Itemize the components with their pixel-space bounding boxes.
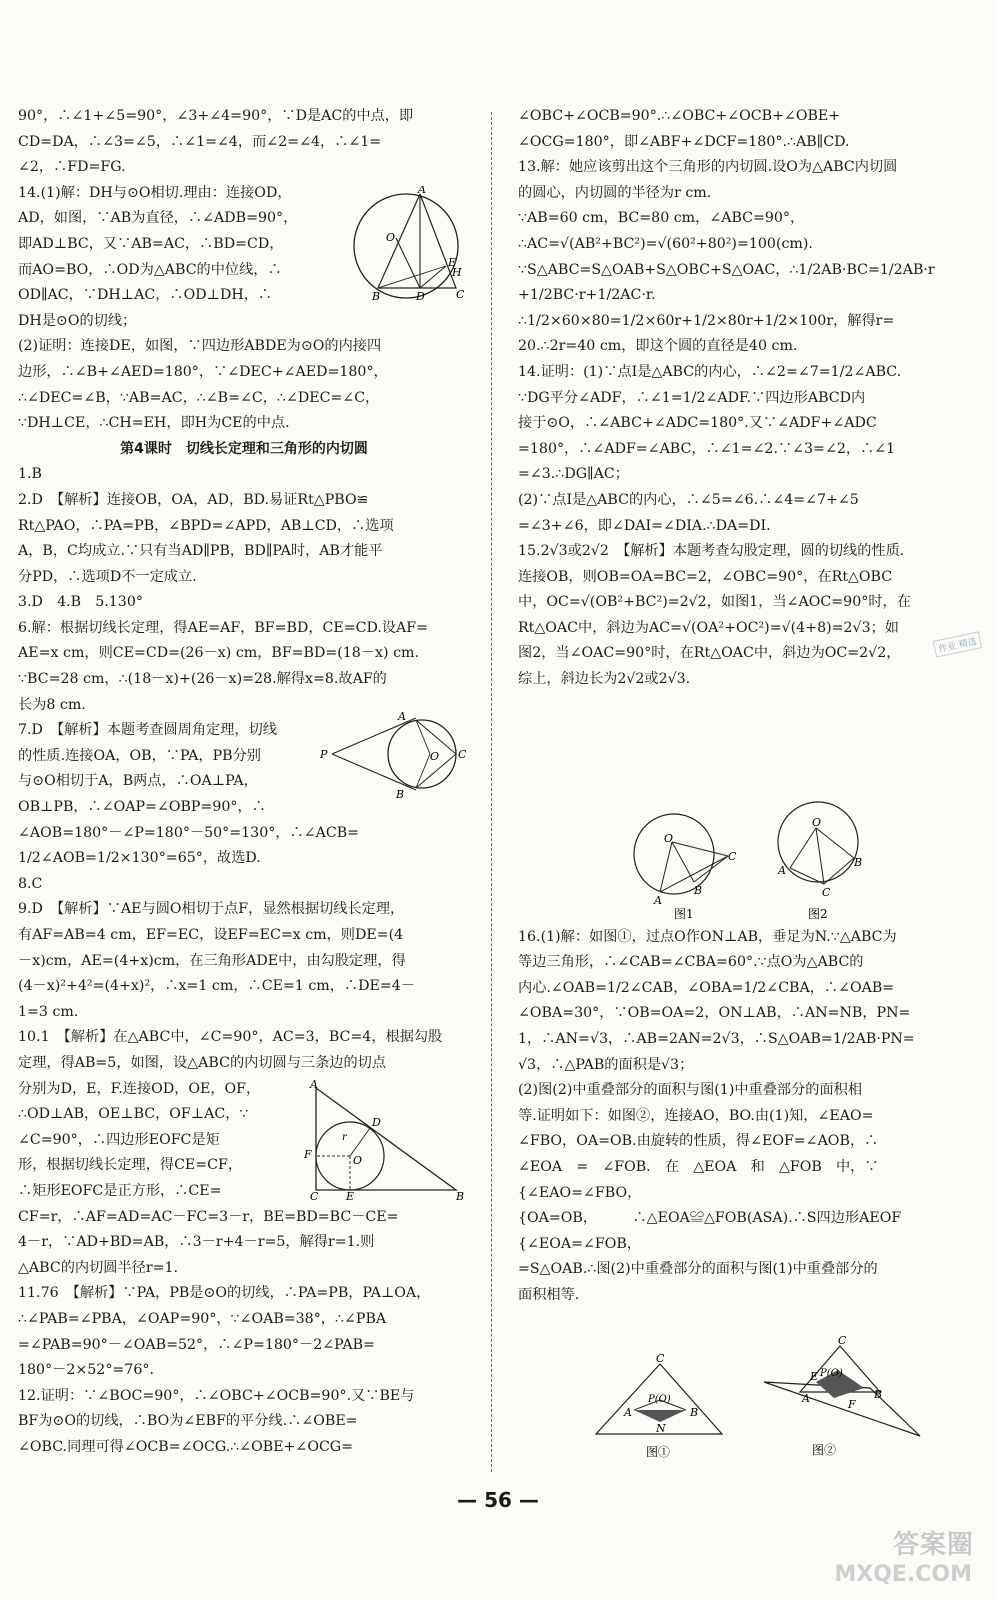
answer-line: ∴∠PAB=∠PBA，∠OAP=90°，∵∠OAB=38°，∴∠PBA [18, 1310, 387, 1327]
answer-line: =∠PAB=90°－∠OAB=52°，∴∠P=180°－2∠PAB= [18, 1336, 375, 1353]
svg-text:C: C [458, 748, 467, 761]
figure-q10 [298, 1078, 468, 1202]
fig14-label: A [418, 186, 426, 196]
answer-line: {OA=OB， ∴△EOA≌△FOB(ASA).∴S四边形AEOF [518, 1210, 902, 1227]
svg-text:E: E [810, 1370, 819, 1383]
answer-line: ∵S△ABC=S△OAB+S△OBC+S△OAC，∴1/2AB·BC=1/2AB·r [518, 261, 935, 278]
answer-line: =∠3.∴DG∥AC； [518, 466, 629, 483]
answer-line: (2)证明：连接DE，如图，∵四边形ABDE为⊙O的内接四 [18, 338, 382, 355]
answer-line: ∴AC=√(AB²+BC²)=√(60²+80²)=100(cm). [518, 235, 813, 252]
svg-text:A: A [802, 1392, 810, 1405]
svg-text:图①: 图① [646, 1445, 671, 1459]
watermark-logo: 答案圈 [892, 1530, 974, 1560]
answer-line: AD，如图，∵AB为直径，∴∠ADB=90°， [18, 210, 298, 227]
svg-text:B: B [854, 856, 863, 869]
svg-text:O: O [664, 832, 674, 845]
answer-line: +1/2BC·r+1/2AC·r. [518, 287, 656, 304]
figure-gap [518, 693, 976, 925]
answer-line: 180°－2×52°=76°. [18, 1362, 154, 1379]
answer-line: {∠EOA=∠FOB， [518, 1235, 642, 1252]
answer-line: ∴OD⊥AB，OE⊥BC，OF⊥AC，∵ [18, 1106, 249, 1123]
column-divider [491, 112, 492, 1472]
answer-line: 3.D 4.B 5.130° [18, 594, 143, 611]
answer-line: ∴∠DEC=∠B，∵AB=AC，∴∠B=∠C，∴∠DEC=∠C， [18, 389, 380, 406]
svg-text:B: B [874, 1388, 883, 1401]
svg-text:F: F [304, 1148, 312, 1161]
svg-text:B: B [372, 290, 381, 303]
answer-line: 中，OC=√(OB²+BC²)=2√2，如图1，当∠AOC=90°时，在 [518, 594, 911, 611]
answer-line: 等.证明如下：如图②，连接AO，BO.由(1)知，∠EAO= [518, 1107, 874, 1124]
svg-text:O: O [353, 1154, 363, 1167]
answer-line: Rt△PAO，∴PA=PB，∠BPD=∠APD，AB⊥CD，∴选项 [18, 517, 394, 534]
answer-line: 14.(1)解：DH与⊙O相切.理由：连接OD， [18, 184, 292, 201]
answer-line: 连接OB，则OB=OA=BC=2，∠OBC=90°，在Rt△OBC [518, 568, 893, 585]
svg-text:O: O [430, 750, 440, 763]
answer-line: {∠EAO=∠FBO， [518, 1184, 642, 1201]
stamp-mark: 作业 精选 [933, 631, 982, 657]
svg-text:E: E [346, 1190, 355, 1202]
answer-line: CF=r，∴AF=AD=AC－FC=3－r，BE=BD=BC－CE= [18, 1208, 399, 1225]
answer-line: 综上，斜边长为2√2或2√3. [518, 671, 691, 688]
answer-line: －x)cm，AE=(4+x)cm，在三角形ADE中，由勾股定理，得 [18, 952, 406, 969]
answer-line: =180°，∴∠ADF=∠ABC，∴∠1=∠2.∵∠3=∠2，∴∠1 [518, 440, 896, 457]
answer-line: 的性质.连接OA，OB，∵PA，PB分别 [18, 747, 261, 764]
page-number: — 56 — [457, 1488, 539, 1512]
answer-line: ∠FBO，OA=OB.由旋转的性质，得∠EOF=∠AOB，∴ [518, 1133, 879, 1150]
svg-text:A: A [310, 1078, 318, 1091]
answer-line: 16.(1)解：如图①，过点O作ON⊥AB，垂足为N.∵△ABC为 [518, 928, 897, 945]
svg-text:C: C [456, 288, 465, 301]
answer-line: ∠OBA=30°，∵OB=OA=2，ON⊥AB，∴AN=NB，PN= [518, 1005, 911, 1022]
answer-line: AE=x cm，则CE=CD=(26－x) cm，BF=BD=(18－x) cm. [18, 645, 419, 662]
answer-line: ∠EOA = ∠FOB. 在 △EOA 和 △FOB 中，∵ [518, 1159, 879, 1175]
answer-line: (2)∵点I是△ABC的内心，∴∠5=∠6.∴∠4=∠7+∠5 [518, 491, 859, 508]
answer-line: ∵DH⊥CE，∴CH=EH，即H为CE的中点. [18, 415, 290, 432]
svg-text:P(O): P(O) [648, 1394, 671, 1405]
answer-line: 6.解：根据切线长定理，得AE=AF，BF=BD，CE=CD.设AF= [18, 619, 429, 636]
answer-line: 13.解：她应该剪出这个三角形的内切圆.设O为△ABC内切圆 [518, 159, 898, 176]
answer-line: ∠2，∴FD=FG. [18, 159, 126, 176]
answer-line: 形，根据切线长定理，得CE=CF， [18, 1157, 243, 1174]
svg-text:D: D [416, 290, 425, 303]
svg-text:C: C [822, 886, 831, 899]
figure-q16-2 [760, 1332, 930, 1462]
answer-line: 面积相等. [518, 1286, 580, 1303]
svg-text:O: O [812, 816, 822, 829]
answer-line: =∠3+∠6，即∠DAI=∠DIA.∴DA=DI. [518, 517, 771, 534]
svg-text:C: C [656, 1352, 665, 1365]
svg-text:A: A [398, 710, 406, 723]
answer-line: ∠C=90°，∴四边形EOFC是矩 [18, 1131, 220, 1148]
svg-text:图1: 图1 [674, 907, 694, 920]
svg-text:P(O): P(O) [820, 1368, 843, 1379]
answer-line: OD∥AC，∵DH⊥AC，∴OD⊥DH，∴ [18, 287, 273, 304]
answer-line: 1/2∠AOB=1/2×130°=65°，故选D. [18, 850, 261, 867]
svg-text:r: r [342, 1132, 347, 1143]
answer-line: 1=3 cm. [18, 1003, 79, 1020]
answer-line: 等边三角形，∴∠CAB=∠CBA=60°.∵点O为△ABC的 [518, 954, 864, 971]
answer-line: 11.76 【解析】∵PA，PB是⊙O的切线，∴PA=PB，PA⊥OA， [18, 1285, 431, 1302]
answer-line: 8.C [18, 875, 43, 892]
svg-text:A: A [654, 894, 662, 907]
svg-text:C: C [838, 1334, 847, 1347]
figure-q14 [348, 186, 478, 306]
answer-line: 图2，当∠OAC=90°时，在Rt△OAC中，斜边为OC=2√2， [518, 645, 901, 662]
right-column [518, 104, 976, 1309]
answer-line: √3，∴△PAB的面积是√3； [518, 1056, 694, 1073]
answer-line: 12.证明：∵∠BOC=90°，∴∠OBC+∠OCB=90°.又∵BE与 [18, 1387, 415, 1404]
answer-line: 定理，得AB=5，如图，设△ABC的内切圆与三条边的切点 [18, 1054, 387, 1071]
answer-line: (4－x)²+4²=(4+x)²，∴x=1 cm，∴CE=1 cm，∴DE=4－ [18, 978, 415, 995]
watermark-url: MXQE.COM [834, 1562, 972, 1587]
svg-text:F: F [848, 1398, 856, 1411]
svg-text:P: P [320, 748, 328, 761]
svg-text:图2: 图2 [808, 907, 828, 920]
answer-line: ∴1/2×60×80=1/2×60r+1/2×80r+1/2×100r，解得r= [518, 312, 895, 329]
answer-line: 9.D 【解析】∵AE与圆O相切于点F，显然根据切线长定理， [18, 901, 405, 918]
answer-line: 1，∴AN=√3，∴AB=2AN=2√3，∴S△OAB=1/2AB·PN= [518, 1031, 915, 1048]
answer-line: 与⊙O相切于A，B两点，∴OA⊥PA， [18, 773, 258, 790]
answer-line: OB⊥PB，∴∠OAP=∠OBP=90°，∴ [18, 799, 266, 816]
svg-text:A: A [624, 1406, 632, 1419]
section-heading: 第4课时 切线长定理和三角形的内切圆 [120, 440, 368, 457]
answer-line: 有AF=AB=4 cm，EF=EC，设EF=EC=x cm，则DE=(4 [18, 927, 404, 943]
answer-line: ∴矩形EOFC是正方形，∴CE= [18, 1182, 222, 1199]
svg-text:C: C [728, 850, 737, 863]
figure-q7 [318, 710, 468, 800]
answer-line: 长为8 cm. [18, 696, 86, 713]
answer-line: 90°，∴∠1+∠5=90°，∠3+∠4=90°，∵D是AC的中点，即 [18, 108, 414, 124]
figure-q15-2 [770, 796, 870, 920]
answer-line: A，B，C均成立.∵只有当AD∥PB，BD∥PA时，AB才能平 [18, 543, 383, 560]
answer-line: 10.1 【解析】在△ABC中，∠C=90°，AC=3，BC=4，根据勾股 [18, 1029, 443, 1046]
answer-line: CD=DA，∴∠3=∠5，∴∠1=∠4，而∠2=∠4，∴∠1= [18, 133, 382, 150]
svg-text:C: C [310, 1190, 319, 1202]
answer-line: 而AO=BO，∴OD为△ABC的中位线，∴ [18, 261, 282, 278]
svg-text:B: B [694, 884, 703, 897]
answer-line: 14.证明：(1)∵点I是△ABC的内心，∴∠2=∠7=1/2∠ABC. [518, 363, 902, 380]
svg-text:B: B [690, 1406, 699, 1419]
answer-line: 接于⊙O，∴∠ABC+∠ADC=180°.又∵∠ADF+∠ADC [518, 415, 877, 432]
figure-q15-1 [628, 808, 738, 920]
answer-line: ∵BC=28 cm，∴(18－x)+(26－x)=28.解得x=8.故AF的 [18, 671, 387, 688]
answer-line: 即AD⊥BC，又∵AB=AC，∴BD=CD， [18, 235, 284, 252]
svg-text:O: O [386, 231, 396, 244]
answer-line: 1.B [18, 466, 42, 483]
answer-line: △ABC的内切圆半径r=1. [18, 1259, 179, 1276]
svg-text:B: B [396, 788, 405, 800]
answer-line: 7.D 【解析】本题考查圆周角定理，切线 [18, 722, 278, 739]
answer-line: 2.D 【解析】连接OB，OA，AD，BD.易证Rt△PBO≌ [18, 491, 369, 508]
answer-line: 4－r，∵AD+BD=AB，∴3－r+4－r=5，解得r=1.则 [18, 1234, 375, 1251]
svg-text:H: H [452, 266, 462, 279]
svg-text:D: D [372, 1116, 381, 1129]
answer-line: 分PD，∴选项D不一定成立. [18, 568, 197, 585]
answer-line: ∠OCG=180°，即∠ABF+∠DCF=180°.∴AB∥CD. [518, 133, 850, 150]
answer-line: ∠OBC.同理可得∠OCB=∠OCG.∴∠OBE+∠OCG= [18, 1438, 354, 1455]
answer-line: ∠AOB=180°－∠P=180°－50°=130°，∴∠ACB= [18, 824, 360, 841]
answer-line: 的圆心，内切圆的半径为r cm. [518, 184, 712, 201]
answer-line: (2)图(2)中重叠部分的面积与图(1)中重叠部分的面积相 [518, 1082, 863, 1099]
answer-line: 15.2√3或2√2 【解析】本题考查勾股定理，圆的切线的性质. [518, 543, 905, 560]
svg-text:图②: 图② [812, 1443, 837, 1457]
svg-text:A: A [778, 864, 786, 877]
answer-line: 边形，∴∠B+∠AED=180°，∵∠DEC+∠AED=180°， [18, 363, 388, 380]
answer-line: DH是⊙O的切线； [18, 312, 137, 329]
answer-line: ∵AB=60 cm，BC=80 cm，∠ABC=90°， [518, 210, 805, 227]
svg-text:E: E [448, 256, 457, 269]
svg-text:N: N [656, 1422, 666, 1435]
svg-text:B: B [456, 1190, 465, 1202]
answer-line: =S△OAB.∴图(2)中重叠部分的面积与图(1)中重叠部分的 [518, 1261, 878, 1278]
answer-line: 内心.∠OAB=1/2∠CAB，∠OBA=1/2∠CBA，∴∠OAB= [518, 979, 895, 996]
figure-q16-1 [590, 1352, 730, 1462]
answer-line: BF为⊙O的切线，∴BO为∠EBF的平分线.∴∠OBE= [18, 1413, 358, 1430]
answer-line: 20.∴2r=40 cm，即这个圆的直径是40 cm. [518, 338, 798, 355]
answer-line: 分别为D，E，F.连接OD，OE，OF， [18, 1080, 261, 1097]
answer-line: ∠OBC+∠OCB=90°.∴∠OBC+∠OCB+∠OBE+ [518, 108, 841, 124]
answer-line: Rt△OAC中，斜边为AC=√(OA²+OC²)=√(4+8)=2√3；如 [518, 619, 899, 636]
answer-line: ∵DG平分∠ADF，∴∠1=1/2∠ADF.∵四边形ABCD内 [518, 389, 866, 406]
